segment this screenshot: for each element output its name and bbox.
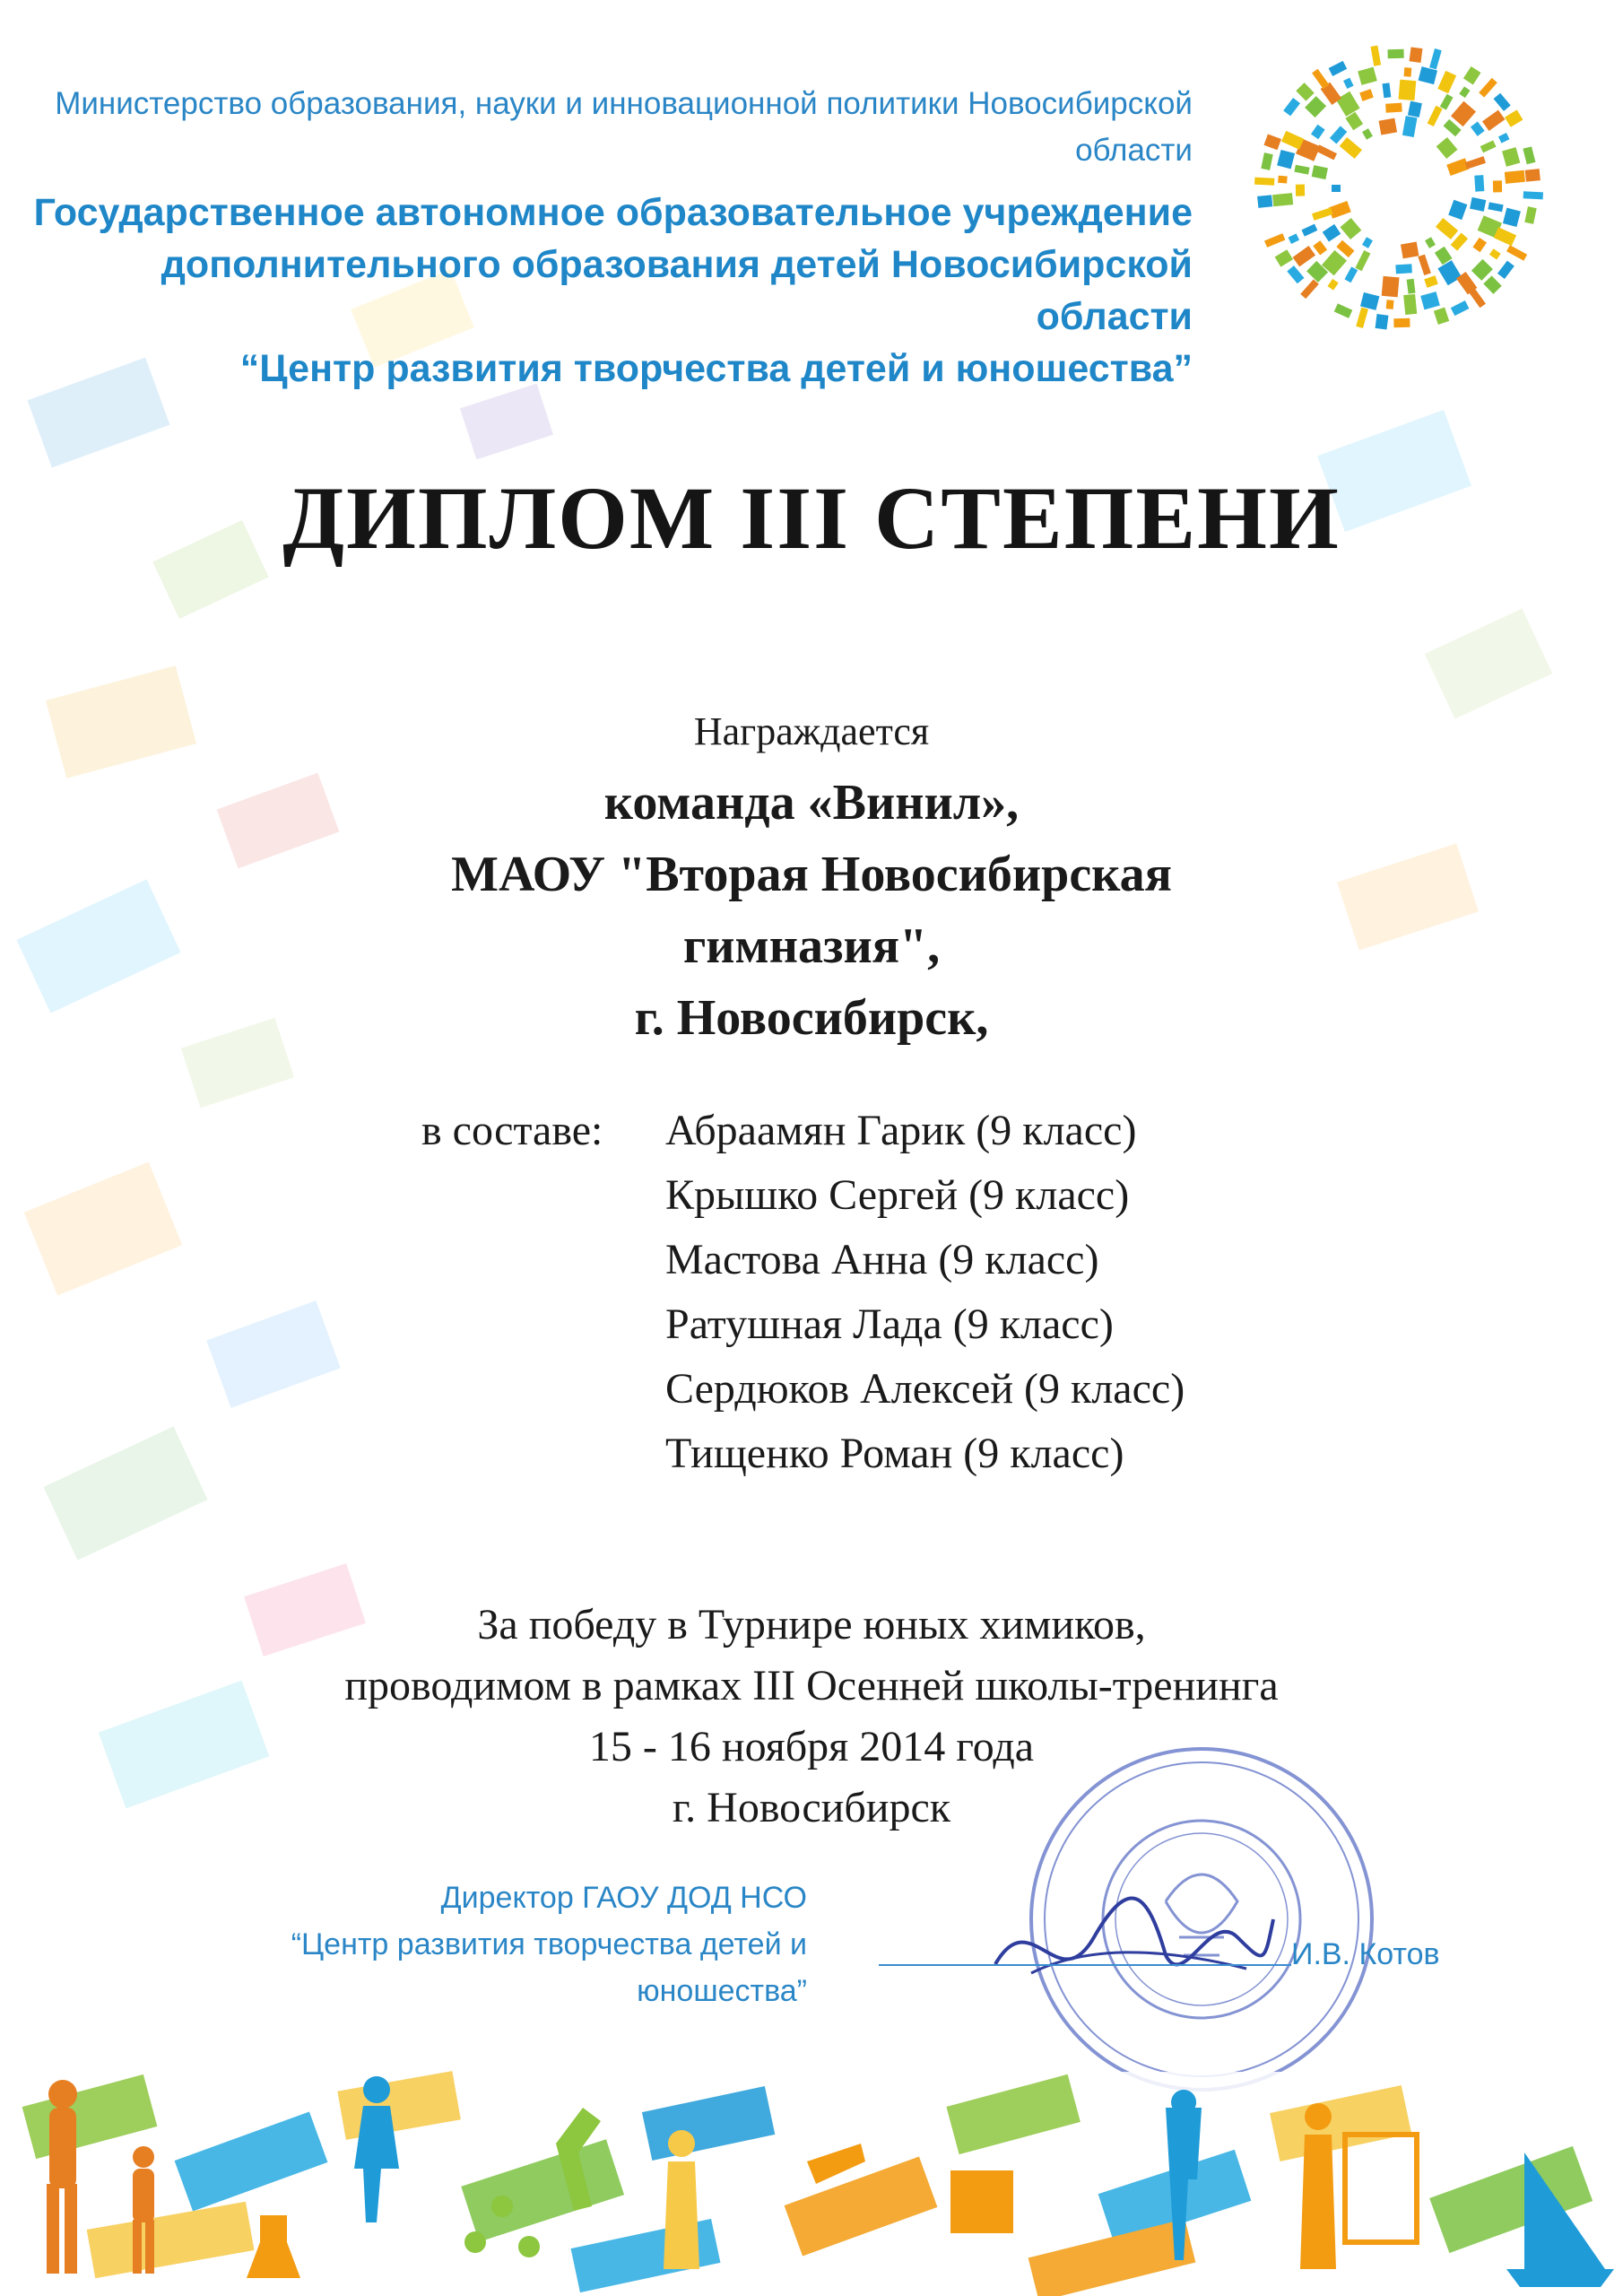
logo-tile — [1498, 133, 1509, 144]
logo-tile — [1479, 78, 1497, 98]
logo-tile — [1356, 308, 1368, 328]
logo-tile — [1275, 249, 1293, 266]
logo-tile — [1362, 237, 1373, 248]
logo-tile — [1434, 308, 1449, 325]
logo-tile — [1358, 67, 1377, 85]
logo-tile — [1407, 279, 1416, 294]
logo-tile — [1329, 61, 1348, 76]
logo-tile — [1254, 178, 1274, 186]
logo-tile — [1482, 110, 1505, 131]
logo-tile — [1488, 202, 1503, 212]
logo-tile — [1359, 89, 1374, 101]
logo-tile — [1419, 66, 1437, 84]
reason-line-4: г. Новосибирск — [672, 1784, 951, 1831]
logo-tile — [1483, 275, 1501, 294]
logo-tile — [1386, 300, 1394, 309]
logo-tile — [1506, 245, 1527, 261]
reason-line-2: проводимом в рамках III Осенней школы-тренинга — [344, 1662, 1279, 1709]
decorative-footer-band — [0, 2036, 1623, 2296]
logo-tile — [1451, 101, 1476, 126]
logo-tile — [1448, 200, 1467, 220]
logo-tile — [1289, 233, 1299, 244]
logo-tile — [1489, 248, 1501, 259]
org-name-line-2: дополнительного образования детей Новосибирской области — [161, 243, 1193, 338]
logo-tile — [1272, 193, 1293, 206]
list-item: Ратушная Лада (9 класс) — [665, 1300, 1114, 1348]
logo-tile — [1327, 279, 1338, 291]
logo-tile — [1459, 86, 1470, 98]
logo-tile — [1344, 266, 1358, 283]
logo-tile — [1505, 109, 1523, 126]
director-line-2: “Центр развития творчества детей и юношества” — [291, 1927, 807, 2008]
logo-tile — [1287, 265, 1304, 283]
logo-tile — [1343, 78, 1354, 89]
logo-tile — [1261, 152, 1272, 170]
mosaic-ring-logo — [1246, 36, 1551, 341]
logo-tile — [1312, 165, 1328, 179]
logo-tile — [1311, 125, 1325, 139]
logo-tile — [1334, 303, 1353, 318]
logo-tile — [1382, 276, 1400, 297]
logo-tile — [1523, 191, 1543, 199]
logo-tile — [1480, 140, 1497, 152]
logo-tile — [1402, 116, 1418, 137]
logo-tile — [1436, 137, 1458, 159]
team-line-2: МАОУ "Вторая Новосибирская — [451, 847, 1172, 902]
logo-tile — [1440, 94, 1454, 110]
logo-tile — [1523, 146, 1535, 164]
logo-tile — [1446, 158, 1469, 176]
diploma-title: ДИПЛОМ III СТЕПЕНИ — [282, 468, 1341, 568]
logo-tile — [1301, 224, 1317, 237]
logo-tile — [1355, 250, 1370, 271]
logo-tile — [1436, 218, 1458, 239]
logo-tile — [1469, 288, 1486, 309]
logo-tile — [1257, 195, 1272, 207]
logo-tile — [1497, 261, 1515, 279]
logo-tile — [1313, 240, 1327, 255]
logo-tile — [1376, 314, 1389, 330]
list-item: Крышко Сергей (9 класс) — [665, 1171, 1130, 1219]
logo-tile — [1493, 93, 1510, 111]
logo-tile — [1424, 275, 1438, 288]
logo-tile — [1418, 255, 1431, 275]
logo-tile — [1385, 103, 1402, 113]
logo-tile — [1370, 46, 1381, 66]
logo-tile — [1300, 279, 1319, 299]
signature-line — [879, 1964, 1291, 1966]
org-name-line-1: Государственное автономное образовательное учреждение — [33, 191, 1193, 234]
reason-line-1: За победу в Турнире юных химиков, — [477, 1601, 1146, 1648]
logo-tile — [1451, 300, 1470, 316]
logo-tile — [1465, 156, 1486, 170]
logo-tile — [1277, 150, 1295, 169]
signer-name: И.В. Котов — [1291, 1937, 1440, 1971]
logo-tile — [1403, 294, 1417, 315]
members-label: в составе: — [421, 1107, 603, 1154]
logo-tile — [1408, 101, 1422, 117]
logo-tile — [1470, 197, 1486, 212]
logo-tile — [1420, 291, 1440, 309]
logo-tile — [1493, 180, 1502, 192]
team-name — [0, 767, 1623, 1054]
ministry-name: Министерство образования, науки и инновационной политики Новосибирской области — [55, 86, 1193, 168]
logo-tile — [1471, 259, 1493, 281]
logo-tile — [1305, 96, 1326, 117]
logo-tile — [1502, 147, 1520, 167]
logo-tile — [1263, 135, 1280, 151]
logo-tile — [1382, 83, 1391, 98]
team-line-1: команда «Винил», — [603, 775, 1020, 831]
logo-tile — [1283, 98, 1300, 116]
list-item: Тищенко Роман (9 класс) — [665, 1430, 1124, 1477]
logo-tile — [1312, 69, 1329, 90]
logo-tile — [1362, 128, 1373, 140]
logo-tile — [1525, 169, 1541, 181]
logo-tile — [1472, 238, 1487, 252]
reason-line-3: 15 - 16 ноября 2014 года — [588, 1723, 1035, 1770]
logo-tile — [1296, 185, 1305, 196]
logo-tile — [1323, 224, 1341, 242]
logo-tile — [1471, 121, 1485, 135]
director-title — [161, 1874, 807, 2014]
logo-tile — [1278, 176, 1288, 184]
team-line-3: гимназия", — [682, 918, 941, 974]
logo-tile — [1332, 185, 1341, 192]
logo-tile — [1393, 318, 1410, 327]
awarded-label: Награждается — [693, 709, 930, 753]
logo-tile — [1429, 48, 1442, 69]
logo-tile — [1505, 170, 1525, 184]
director-line-1: Директор ГАОУ ДОД НСО — [440, 1881, 807, 1915]
logo-tile — [1329, 201, 1351, 219]
logo-tile — [1312, 207, 1332, 221]
logo-tile — [1437, 260, 1462, 285]
logo-tile — [1293, 246, 1315, 266]
logo-tile — [1395, 264, 1412, 274]
members-list — [665, 1099, 1185, 1486]
list-item: Абраамян Гарик (9 класс) — [665, 1107, 1137, 1154]
logo-tile — [1360, 292, 1379, 310]
logo-tile — [1264, 233, 1285, 248]
logo-tile — [1379, 118, 1398, 135]
logo-tile — [1387, 49, 1403, 58]
logo-tile — [1425, 237, 1436, 248]
list-item: Мастова Анна (9 класс) — [665, 1236, 1099, 1283]
logo-tile — [1404, 67, 1412, 77]
list-item: Сердюков Алексей (9 класс) — [665, 1365, 1185, 1413]
logo-tile — [1428, 106, 1443, 126]
logo-tile — [1340, 137, 1362, 159]
director-signature — [977, 1883, 1282, 2000]
logo-tile — [1474, 175, 1484, 192]
logo-tile — [1294, 165, 1309, 175]
logo-tile — [1503, 208, 1521, 227]
issuer-header — [0, 81, 1193, 395]
logo-tile — [1410, 47, 1423, 63]
org-name-line-3: “Центр развития творчества детей и юношества” — [239, 347, 1193, 390]
logo-tile — [1296, 83, 1314, 101]
logo-tile — [1463, 66, 1481, 84]
logo-tile — [1437, 71, 1456, 93]
logo-tile — [1398, 80, 1416, 100]
logo-tile — [1401, 241, 1419, 258]
logo-tile — [1340, 218, 1361, 239]
logo-tile — [1524, 206, 1536, 224]
logo-tile — [1336, 91, 1360, 117]
team-line-4: г. Новосибирск, — [634, 990, 989, 1046]
